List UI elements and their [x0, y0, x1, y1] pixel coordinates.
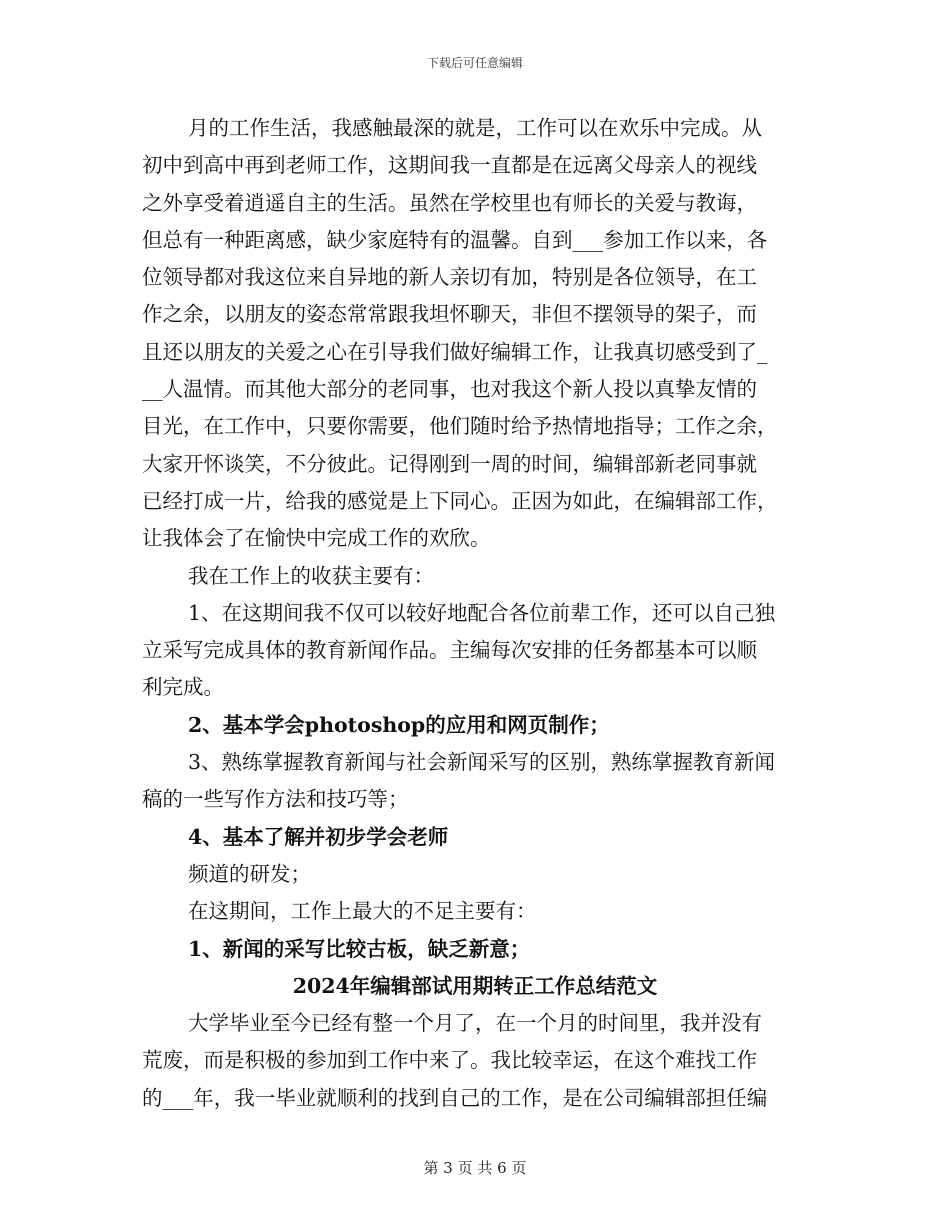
paragraph-line: 且还以朋友的关爱之心在引导我们做好编辑工作，让我真切感受到了_	[142, 339, 768, 364]
list-item-line: 频道的研发；	[188, 861, 311, 886]
paragraph-line: 初中到高中再到老师工作，这期间我一直都是在远离父母亲人的视线	[142, 153, 757, 178]
paragraph-line: 已经打成一片，给我的感觉是上下同心。正因为如此，在编辑部工作，	[142, 488, 778, 513]
paragraph-line: 大学毕业至今已经有整一个月了，在一个月的时间里，我并没有	[188, 1011, 762, 1036]
paragraph-line: 位领导都对我这位来自异地的新人亲切有加，特别是各位领导，在工	[142, 265, 757, 290]
paragraph-line: 作之余，以朋友的姿态常常跟我坦怀聊天，非但不摆领导的架子，而	[142, 302, 757, 327]
list-item-line: 2、基本学会photoshop的应用和网页制作；	[188, 712, 610, 737]
paragraph-line: 的___年，我一毕业就顺利的找到自己的工作，是在公司编辑部担任编	[142, 1085, 768, 1110]
paragraph-line: 我在工作上的收获主要有：	[188, 563, 434, 588]
list-item-line: 1、在这期间我不仅可以较好地配合各位前辈工作，还可以自己独	[188, 600, 776, 625]
paragraph-line: 但总有一种距离感，缺少家庭特有的温馨。自到___参加工作以来，各	[142, 227, 768, 252]
list-item-line: 利完成。	[142, 675, 224, 700]
list-item-line: 立采写完成具体的教育新闻作品。主编每次安排的任务都基本可以顺	[142, 638, 757, 663]
paragraph-line: 荒废，而是积极的参加到工作中来了。我比较幸运，在这个难找工作	[142, 1048, 757, 1073]
paragraph-line: 在这期间，工作上最大的不足主要有：	[188, 899, 537, 924]
list-item-line: 3、熟练掌握教育新闻与社会新闻采写的区别，熟练掌握教育新闻	[188, 750, 776, 775]
page-footer: 第 3 页 共 6 页	[423, 1159, 527, 1177]
paragraph-line: 大家开怀谈笑，不分彼此。记得刚到一周的时间，编辑部新老同事就	[142, 451, 757, 476]
list-item-line: 稿的一些写作方法和技巧等；	[142, 787, 409, 812]
list-item-line: 4、基本了解并初步学会老师	[188, 824, 449, 849]
paragraph-line: 目光，在工作中，只要你需要，他们随时给予热情地指导；工作之余，	[142, 414, 778, 439]
page-header: 下载后可任意编辑	[426, 56, 523, 70]
section-title: 2024年编辑部试用期转正工作总结范文	[292, 973, 658, 998]
list-item-line: 1、新闻的采写比较古板，缺乏新意；	[188, 936, 531, 961]
paragraph-line: 之外享受着逍遥自主的生活。虽然在学校里也有师长的关爱与教诲，	[142, 190, 757, 215]
document-body	[142, 110, 808, 1117]
paragraph-line: 让我体会了在愉快中完成工作的欢欣。	[142, 526, 491, 551]
paragraph-line: __人温情。而其他大部分的老同事，也对我这个新人投以真挚友情的	[142, 377, 757, 402]
paragraph-line: 月的工作生活，我感触最深的就是，工作可以在欢乐中完成。从	[188, 116, 762, 140]
